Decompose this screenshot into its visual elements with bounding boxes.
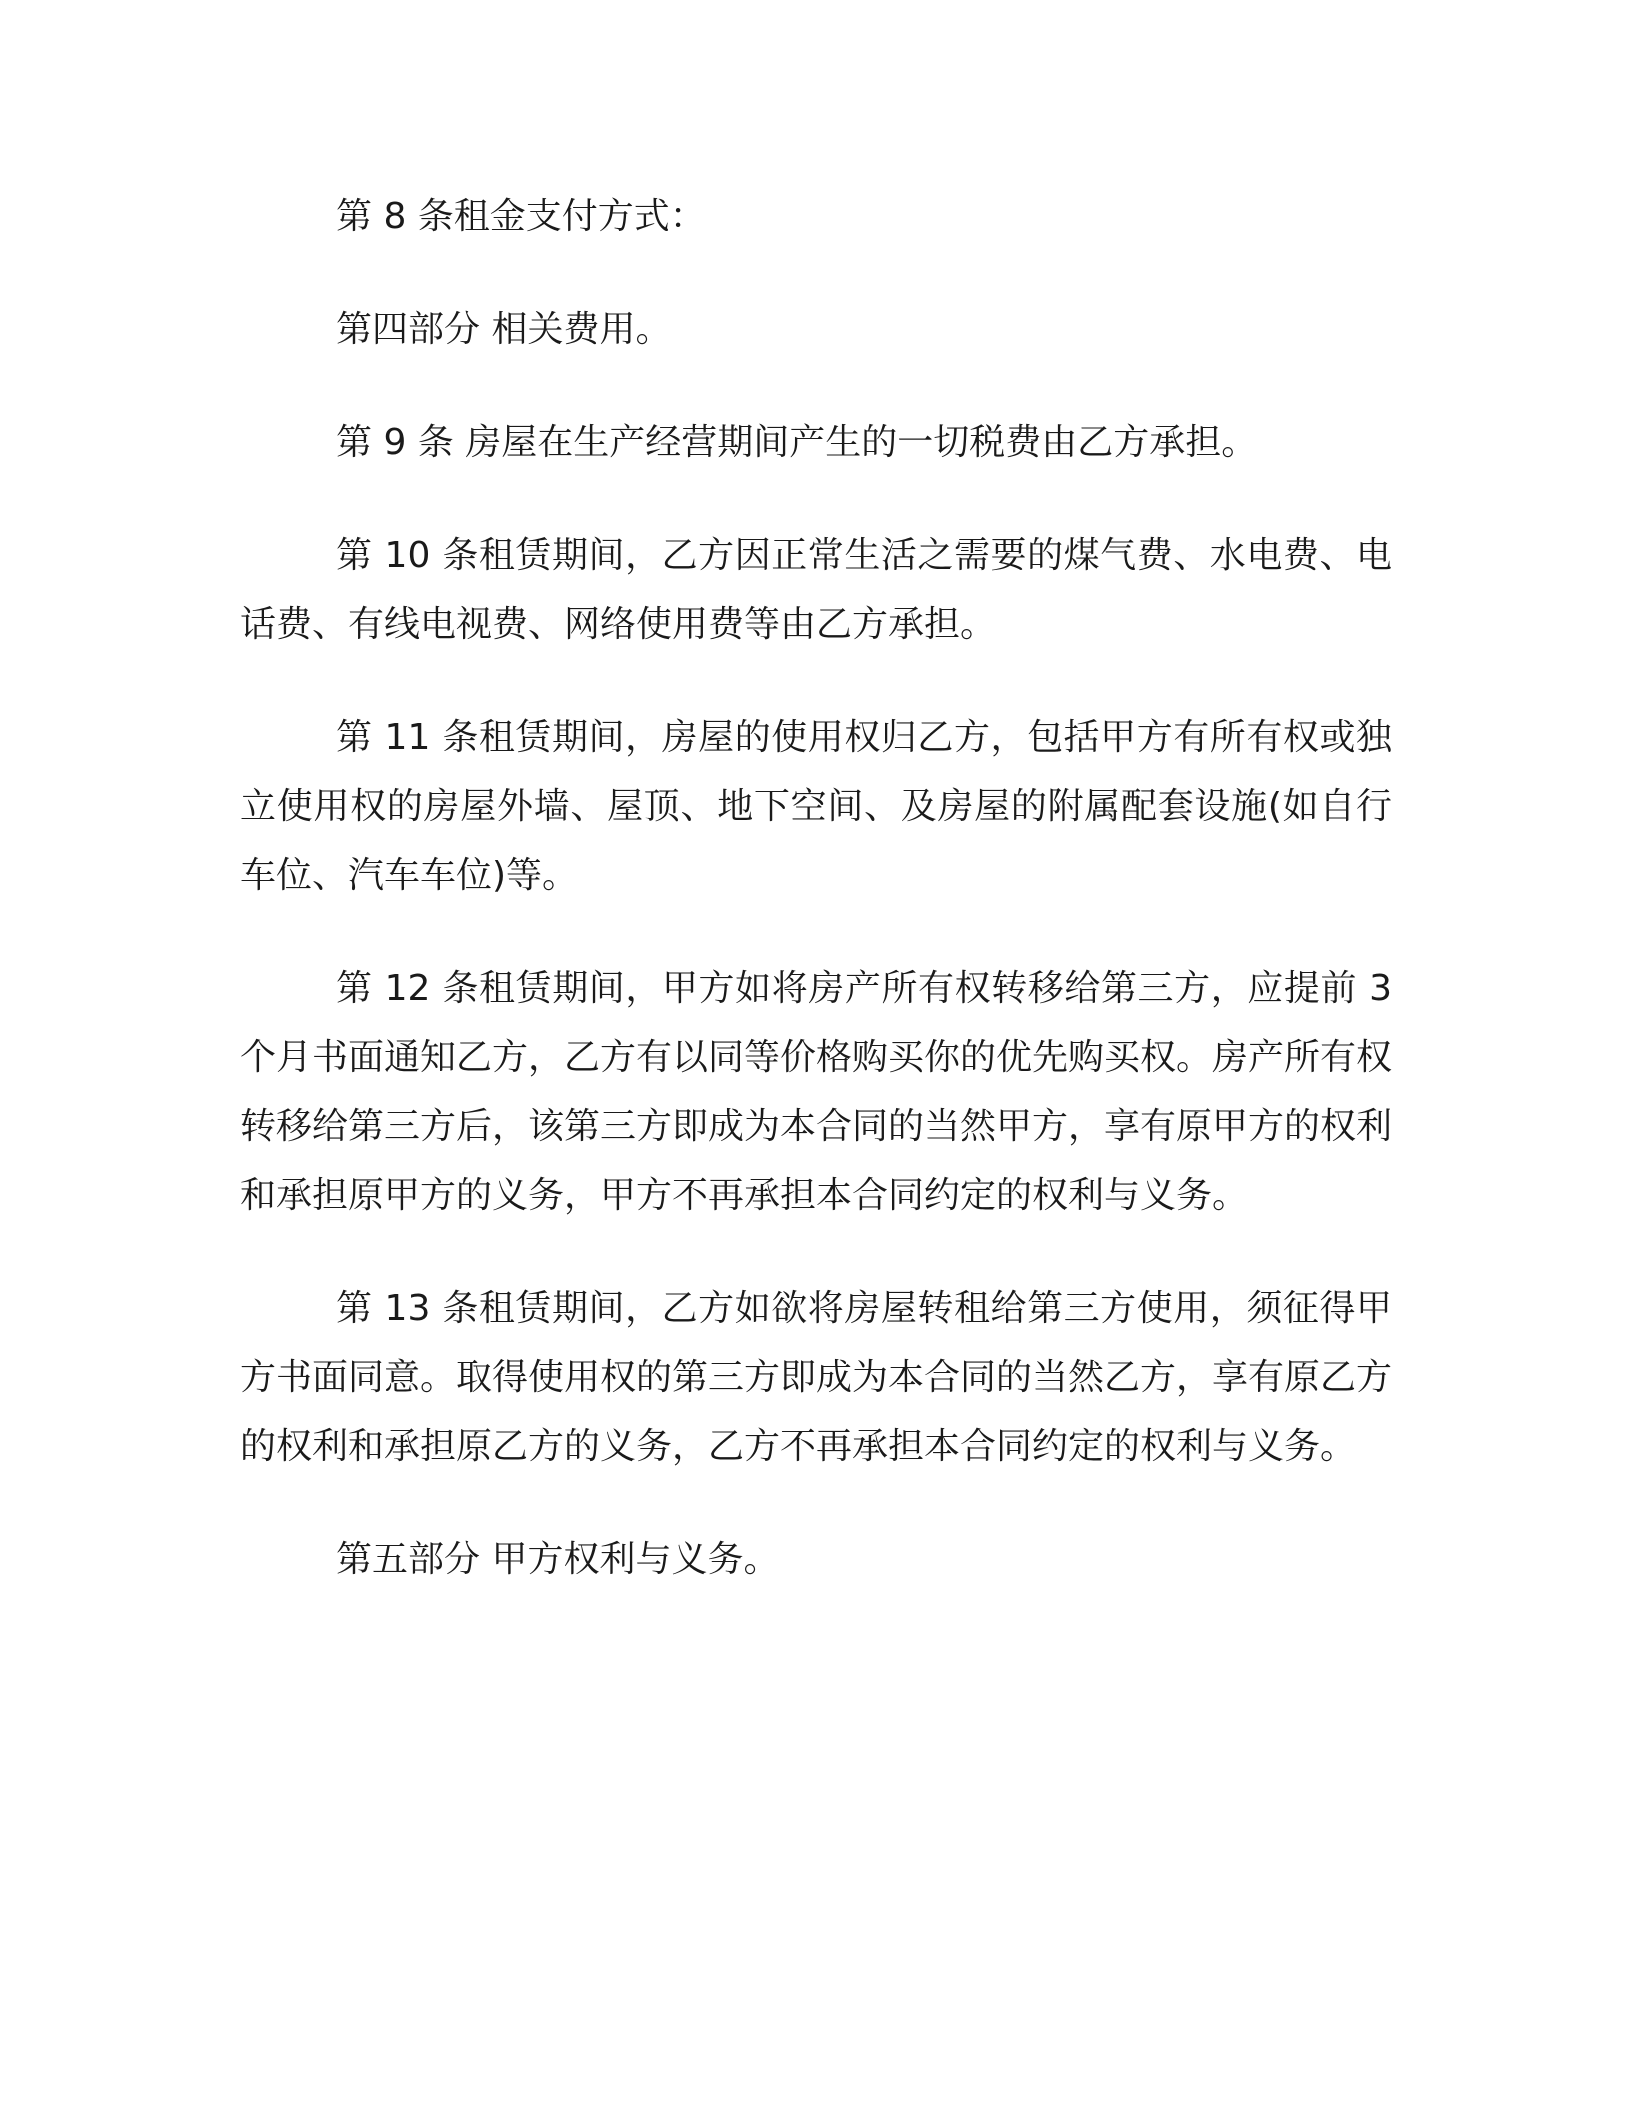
article-9-taxes: 第 9 条 房屋在生产经营期间产生的一切税费由乙方承担。 (336, 422, 1258, 463)
article-10-utilities: 第 10 条租赁期间，乙方因正常生活之需要的煤气费、水电费、电话费、有线电视费、网络使用费等由乙方承担。 (240, 535, 1392, 645)
article-12-ownership-transfer: 第 12 条租赁期间，甲方如将房产所有权转移给第三方，应提前 3 个月书面通知乙方，乙方有以同等价格购买你的优先购买权。房产所有权转移给第三方后，该第三方即成为本合同的当然甲方，享有原甲方的权利和承担原甲方的义务，甲方不再承担本合同约定的权利与义务。 (240, 968, 1393, 1216)
article-11-usage-rights: 第 11 条租赁期间，房屋的使用权归乙方，包括甲方有所有权或独立使用权的房屋外墙、屋顶、地下空间、及房屋的附属配套设施(如自行车位、汽车车位)等。 (240, 717, 1392, 896)
article-13-sublease: 第 13 条租赁期间，乙方如欲将房屋转租给第三方使用，须征得甲方书面同意。取得使用权的第三方即成为本合同的当然乙方，享有原乙方的权利和承担原乙方的义务，乙方不再承担本合同约定的权利与义务。 (240, 1288, 1393, 1467)
article-8-rent-payment: 第 8 条租金支付方式： (336, 196, 706, 237)
part-4-heading: 第四部分 相关费用。 (336, 309, 672, 350)
part-5-heading: 第五部分 甲方权利与义务。 (336, 1539, 780, 1580)
